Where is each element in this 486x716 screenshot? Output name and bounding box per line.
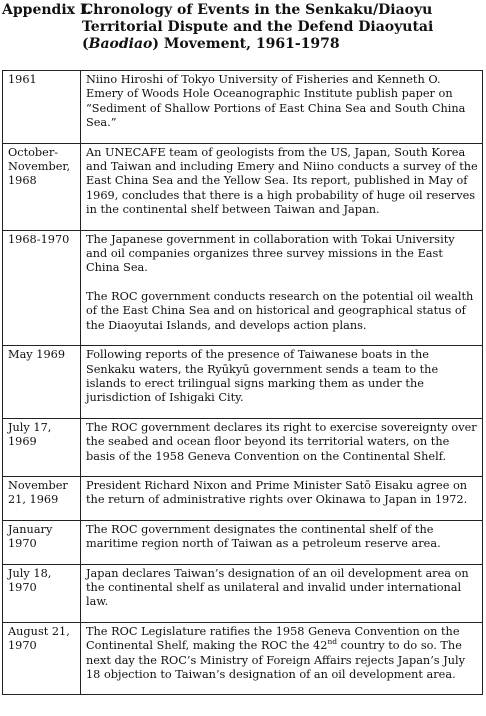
row-date: November 21, 1969 [3,476,81,520]
row-event [81,476,483,520]
table-row [3,230,483,345]
row-event [81,143,483,230]
row-event [81,520,483,564]
chronology-table [2,70,483,695]
event-text: country to do so. The next day the ROC’s Ministry of Foreign Affairs rejects Japan’s July 18 objection to Taiwan’s designation of an oil development area. [86,639,465,681]
appendix-label: Appendix I. [2,2,92,18]
row-date: July 17, 1969 [3,418,81,476]
event-paragraph: Japan declares Taiwan’s designation of an oil development area on the continental shelf as unilateral and invalid under international law. [86,566,469,609]
event-paragraph [86,625,478,683]
row-event [81,564,483,622]
title-italic: Baodiao [88,36,153,52]
table-row [3,622,483,695]
table-row [3,71,483,144]
row-date: August 21, 1970 [3,622,81,695]
event-text: The ROC Legislature ratifies the 1958 Geneva Convention on the Continental Shelf, making the ROC the 42 [86,624,460,653]
title-part-1: Chronology of Events in the Senkaku/Diaoyu Territorial Dispute and the Defend Diaoyutai ( [82,2,434,52]
table-row [3,564,483,622]
row-date: 1968-1970 [3,230,81,345]
row-event [81,230,483,345]
row-date: May 1969 [3,346,81,419]
row-date: July 18, 1970 [3,564,81,622]
title-part-2: ) Movement, 1961-1978 [152,36,340,52]
table-row [3,520,483,564]
row-date: October-November, 1968 [3,143,81,230]
event-paragraph: President Richard Nixon and Prime Minister Satō Eisaku agree on the return of administrative rights over Okinawa to Japan in 1972. [86,478,468,507]
table-row [3,476,483,520]
event-paragraph: The ROC government declares its right to exercise sovereignty over the seabed and ocean floor beyond its territorial waters, on the basis of the 1958 Geneva Convention on the Continental Shelf. [86,420,477,463]
table-row [3,418,483,476]
event-paragraph: The ROC government designates the continental shelf of the maritime region north of Taiwan as a petroleum reserve area. [86,522,441,551]
event-paragraph: Niino Hiroshi of Tokyo University of Fisheries and Kenneth O. Emery of Woods Hole Oceanographic Institute publish paper on “Sediment of Shallow Portions of East China Sea and South China Sea.” [86,73,466,130]
ordinal-suffix: nd [327,637,338,647]
appendix-title [82,2,482,53]
row-event [81,346,483,419]
row-date: January 1970 [3,520,81,564]
event-paragraph: The Japanese government in collaboration with Tokai University and oil companies organizes three survey missions in the East China Sea. [86,232,455,275]
event-paragraph: Following reports of the presence of Taiwanese boats in the Senkaku waters, the Ryūkyū government sends a team to the islands to erect trilingual signs marking them as under the jurisdiction of Ishigaki City. [86,348,439,405]
table-row [3,143,483,230]
row-event [81,71,483,144]
row-date: 1961 [3,71,81,144]
event-paragraph: An UNECAFE team of geologists from the US, Japan, South Korea and Taiwan and including Emery and Niino conducts a survey of the East China Sea and the Yellow Sea. Its report, published in May of 1969, concludes that there is a high probability of huge oil reserves in the continental shelf between Taiwan and Japan. [86,145,478,217]
row-event [81,418,483,476]
table-row [3,346,483,419]
row-event [81,622,483,695]
event-paragraph: The ROC government conducts research on the potential oil wealth of the East China Sea and on historical and geographical status of the Diaoyutai Islands, and develops action plans. [86,289,474,332]
